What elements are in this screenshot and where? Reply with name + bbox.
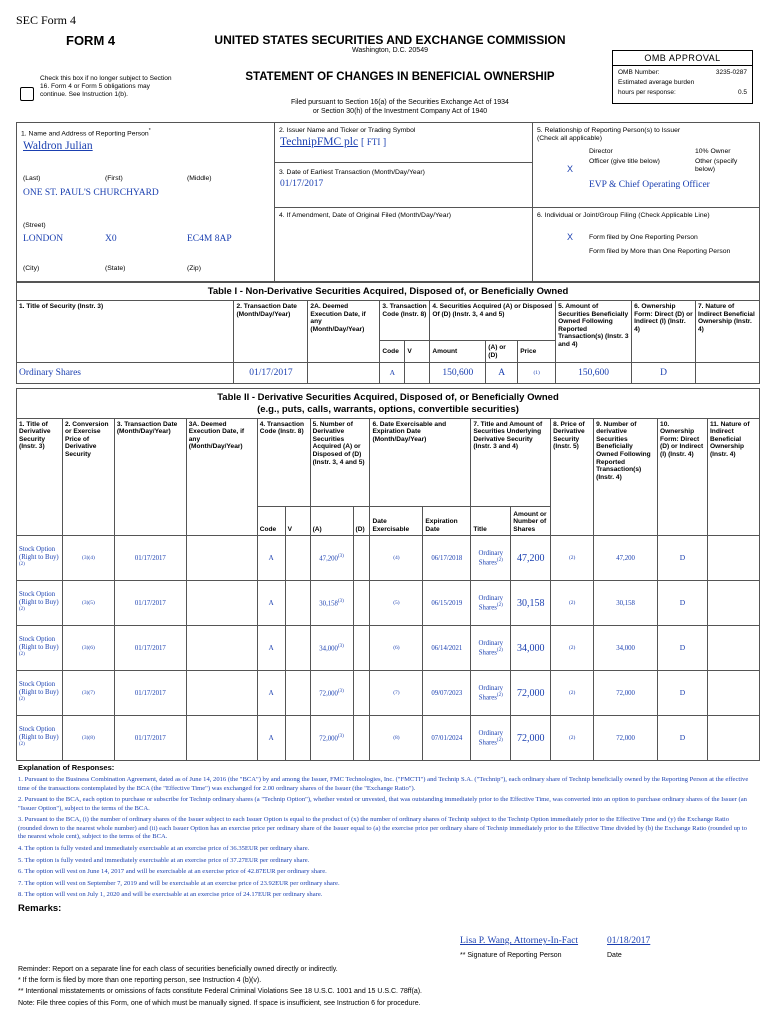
t2-title-text: Stock Option (Right to Buy) (19, 636, 59, 651)
t2-derivative-price (551, 671, 594, 716)
t1-h-form: 6. Ownership Form: Direct (D) or Indirect (I) (Instr. 4) (632, 301, 696, 363)
t2-und-text: Ordinary Shares (478, 550, 504, 567)
footnote-3: 3. Pursuant to the BCA, (i) the number of ordinary shares of the Issuer subject to each Issuer Option is equal to the product of (x) the number of ordinary shares of Technip subject to the Technip Option immediately prior to the Effective Time and (y) the Exchange Ratio (rounded down to the nearest whole number) and (ii) each Issuer Option has an exercise price per ordinary share of the Issuer equal to (a) the exercise price per ordinary share of Technip immediately prior to the Effective Time divided by (b) the Exchange Ratio (rounded up to the nearest whole cent), subject to the terms of the BCA. (18, 816, 747, 841)
t2-dprice-text: (2) (568, 600, 576, 607)
footnote-6: 6. The option will vest on June 14, 2017 and will be exercisable at an exercise price of 42.87EUR per ordinary share. (18, 868, 327, 876)
t2-transaction-date (114, 536, 186, 581)
t2-h-nature: 11. Nature of Indirect Beneficial Ownership (Instr. 4) (707, 418, 759, 536)
t2-date-text: 01/17/2017 (134, 599, 166, 607)
t2-disposed (353, 536, 370, 581)
t2-und-note: (2) (496, 692, 503, 698)
t2-owned (594, 581, 658, 626)
t2-security-title (17, 536, 63, 581)
t1-h-owned: 5. Amount of Securities Beneficially Owned Following Reported Transaction(s) (Instr. 3 and 4) (556, 301, 632, 363)
t2-owned (594, 671, 658, 716)
table2-section (16, 388, 760, 761)
zip-value: EC4M 8AP (187, 234, 232, 244)
first-label: (First) (105, 175, 123, 182)
t2-security-title (17, 626, 63, 671)
table2-subtitle: (e.g., puts, calls, warrants, options, convertible securities) (257, 403, 519, 415)
t2-exp-text: 06/15/2019 (431, 599, 463, 607)
footer (18, 964, 754, 1009)
footer-multiple-persons: * If the form is filed by more than one reporting person, see Instruction 4 (b)(v). (18, 977, 262, 985)
t2-title-text: Stock Option (Right to Buy) (19, 726, 59, 741)
omb-approval-box (612, 50, 753, 104)
t2-ownership-form (658, 536, 708, 581)
address-value: ONE ST. PAUL'S CHURCHYARD (23, 188, 159, 198)
form-label: FORM 4 (66, 33, 116, 48)
explanation-title: Explanation of Responses: (18, 763, 115, 772)
t2-ownership-form (658, 581, 708, 626)
t2-security-title (17, 581, 63, 626)
t2-h-code-sub: Code (257, 506, 285, 536)
t2-date-exercisable (370, 626, 423, 671)
footnote-8: 8. The option will vest on July 1, 2020 and will be exercisable at an exercise price of 24.17EUR per ordinary share. (18, 891, 323, 899)
t2-conversion-price (62, 716, 114, 761)
t2-security-title (17, 671, 63, 716)
t2-h-price: 2. Conversion or Exercise Price of Derivative Security (62, 418, 114, 536)
t2-underlying-title (471, 626, 511, 671)
t2-disposed (353, 626, 370, 671)
t2-exp-text: 06/14/2021 (431, 644, 463, 652)
box1-label: 1. Name and Address of Reporting Person (21, 130, 149, 138)
t2-transaction-date (114, 671, 186, 716)
t2-code-text: A (268, 734, 274, 743)
t2-price-text: (3)(7) (81, 690, 95, 697)
t1-nature (695, 363, 759, 384)
t2-dprice-text: (2) (568, 690, 576, 697)
t1-h-acquired: 4. Securities Acquired (A) or Disposed Of (D) (Instr. 3, 4 and 5) (430, 301, 556, 341)
city-value: LONDON (23, 234, 64, 244)
t2-und-text: Ordinary Shares (478, 640, 504, 657)
t2-expiration (423, 671, 471, 716)
t1-code: A (380, 363, 405, 384)
t2-exp-text: 06/17/2018 (431, 554, 463, 562)
street-label: (Street) (23, 222, 46, 229)
t2-disposed (353, 671, 370, 716)
t2-h-amount-sub: Amount or Number of Shares (511, 506, 551, 536)
t1-h-code: 3. Transaction Code (Instr. 8) (380, 301, 430, 341)
omb-hours-label: hours per response: (618, 89, 676, 97)
director-label: Director (589, 148, 613, 155)
table2-title: Table II - Derivative Securities Acquired, Disposed of, or Beneficially Owned (217, 392, 559, 403)
t2-num-note: (3) (337, 688, 344, 694)
t2-underlying-amount (511, 716, 551, 761)
t1-h-nature: 7. Nature of Indirect Beneficial Ownership (Instr. 4) (695, 301, 759, 363)
date-label: Date (607, 952, 622, 959)
t2-conversion-price (62, 536, 114, 581)
t2-code (257, 716, 285, 761)
t2-ex-text: (7) (393, 690, 400, 697)
t2-underlying-title (471, 671, 511, 716)
t2-price-text: (3)(5) (81, 600, 95, 607)
box3-label: 3. Date of Earliest Transaction (Month/Day/Year) (279, 169, 425, 176)
t2-owned-text: 47,200 (616, 554, 635, 562)
t2-date-exercisable (370, 536, 423, 581)
footnote-2: 2. Pursuant to the BCA, each option to purchase or subscribe for Technip ordinary shares (a "Technip Option"), whether vested or unvested, that was outstanding immediately prior to the Effective Time, was converted into an option to purchase ordinary shares of the Issuer (an "Issuer Option"), subject to the terms of the BCA. (18, 796, 747, 812)
statement-title: STATEMENT OF CHANGES IN BENEFICIAL OWNERSHIP (245, 71, 555, 83)
explanation-section (18, 763, 754, 914)
t2-h-deemed: 3A. Deemed Execution Date, if any (Month/Day/Year) (186, 418, 257, 536)
t2-v (285, 626, 310, 671)
t2-amt-text: 72,000 (516, 732, 545, 744)
omb-title: OMB APPROVAL (613, 51, 752, 66)
t2-title-text: Stock Option (Right to Buy) (19, 591, 59, 606)
footer-copies-note: Note: File three copies of this Form, one of which must be manually signed. If space is insufficient, see Instruction 6 for procedure. (18, 999, 421, 1007)
t2-und-text: Ordinary Shares (478, 685, 504, 702)
box1-reporting-person (17, 123, 275, 281)
t2-h-d-sub: (D) (353, 506, 370, 536)
t2-num-text: 72,000 (319, 735, 338, 743)
box6-filing-type (533, 208, 759, 281)
box6-label: 6. Individual or Joint/Group Filing (Check Applicable Line) (537, 212, 710, 219)
t2-code (257, 626, 285, 671)
t2-underlying-amount (511, 671, 551, 716)
t2-acquired (310, 626, 353, 671)
t2-h-a-sub: (A) (310, 506, 353, 536)
t2-date-text: 01/17/2017 (134, 554, 166, 562)
t2-num-text: 72,000 (319, 690, 338, 698)
t2-und-note: (2) (496, 647, 503, 653)
t2-derivative-price (551, 536, 594, 581)
t2-v (285, 671, 310, 716)
t2-num-note: (3) (337, 598, 344, 604)
footer-misstatements: ** Intentional misstatements or omissions of facts constitute Federal Criminal Violations See 18 U.S.C. 1001 and 15 U.S.C. 78ff(a). (18, 988, 422, 996)
t2-date-exercisable (370, 671, 423, 716)
t1-aod: A (486, 363, 518, 384)
t2-ex-text: (8) (393, 735, 400, 742)
t2-h-dateex-sub: Date Exercisable (370, 506, 423, 536)
t2-h-date: 3. Transaction Date (Month/Day/Year) (114, 418, 186, 536)
t2-nature (707, 716, 759, 761)
other-label: Other (specify below) (695, 158, 738, 174)
t2-num-text: 30,158 (319, 600, 338, 608)
omb-number: 3235-0287 (715, 69, 747, 76)
table-row (17, 716, 760, 761)
t2-und-text: Ordinary Shares (478, 730, 504, 747)
t2-owned (594, 716, 658, 761)
t2-expiration (423, 536, 471, 581)
zip-label: (Zip) (187, 265, 201, 272)
last-label: (Last) (23, 175, 41, 182)
box2-issuer (275, 123, 533, 163)
t2-nature (707, 671, 759, 716)
t2-form-text: D (679, 553, 686, 563)
remarks-title: Remarks: (18, 902, 62, 914)
box4-amendment (275, 208, 533, 281)
t2-deemed-date (186, 626, 257, 671)
t2-num-text: 34,000 (319, 645, 338, 653)
signature-date: 01/18/2017 (607, 936, 651, 946)
t2-dprice-text: (2) (568, 735, 576, 742)
t2-acquired (310, 536, 353, 581)
t2-ownership-form (658, 716, 708, 761)
t2-h-v-sub: V (285, 506, 310, 536)
t2-acquired (310, 671, 353, 716)
t2-code-text: A (268, 599, 274, 608)
t2-date-text: 01/17/2017 (134, 734, 166, 742)
t2-expiration (423, 716, 471, 761)
reporting-info-section (16, 122, 760, 282)
t2-underlying-amount (511, 581, 551, 626)
issuer-name-link[interactable]: TechnipFMC plc (280, 136, 359, 148)
t2-v (285, 716, 310, 761)
t2-exp-text: 09/07/2023 (431, 689, 463, 697)
table1-section (16, 282, 760, 384)
t2-code-text: A (268, 644, 274, 653)
state-label: (State) (105, 265, 126, 272)
t2-conversion-price (62, 626, 114, 671)
reporting-person-name[interactable]: Waldron Julian (23, 140, 93, 152)
t1-h-deemed: 2A. Deemed Execution Date, if any (Month/Day/Year) (308, 301, 380, 363)
t1-owned: 150,600 (556, 363, 632, 384)
officer-title: EVP & Chief Operating Officer (589, 180, 710, 190)
t2-derivative-price (551, 626, 594, 671)
t2-amt-text: 30,158 (516, 597, 545, 609)
table-row (17, 363, 760, 384)
t2-owned-text: 72,000 (616, 734, 635, 742)
t2-h-exp-sub: Expiration Date (423, 506, 471, 536)
t2-deemed-date (186, 716, 257, 761)
omb-number-label: OMB Number: (618, 69, 660, 76)
officer-checkmark: X (567, 164, 574, 174)
table1-title: Table I - Non-Derivative Securities Acquired, Disposed of, or Beneficially Owned (16, 282, 760, 300)
t2-code-text: A (268, 554, 274, 563)
t2-underlying-amount (511, 626, 551, 671)
t2-h-exercisable: 6. Date Exercisable and Expiration Date (Month/Day/Year) (370, 418, 471, 506)
t2-derivative-price (551, 716, 594, 761)
t2-dprice-text: (2) (568, 645, 576, 652)
section16-text: Check this box if no longer subject to Section 16. Form 4 or Form 5 obligations may continue. See Instruction 1(b). (40, 75, 172, 98)
t2-deemed-date (186, 581, 257, 626)
box2-label: 2. Issuer Name and Ticker or Trading Symbol (279, 127, 416, 134)
section16-checkbox[interactable] (20, 87, 34, 101)
t1-h-aod-sub: (A) or (D) (486, 341, 518, 363)
t2-h-code: 4. Transaction Code (Instr. 8) (257, 418, 310, 506)
footnote-1: 1. Pursuant to the Business Combination Agreement, dated as of June 14, 2016 (the "BCA") by and among the Issuer, FMC Technologies, Inc. ("FMCTI") and Technip S.A. ("Technip"), each ordinary share of Technip beneficially owned by the Reporting Person at the effective time of the transactions contemplated by the BCA (the "Effective Time") was exchanged for 2.00 ordinary shares of the Issuer (the "Exchange Ratio"). (18, 776, 749, 792)
t1-h-price-sub: Price (518, 341, 556, 363)
filed-line2: or Section 30(h) of the Investment Company Act of 1940 (312, 108, 488, 115)
t1-h-amount-sub: Amount (430, 341, 486, 363)
t2-code (257, 671, 285, 716)
t2-disposed (353, 716, 370, 761)
box4-label: 4. If Amendment, Date of Original Filed (Month/Day/Year) (279, 212, 452, 219)
t2-h-underlying: 7. Title and Amount of Securities Underlying Derivative Security (Instr. 3 and 4) (471, 418, 551, 506)
ticker-symbol: FTI (366, 137, 381, 147)
t2-form-text: D (679, 688, 686, 698)
t2-und-text: Ordinary Shares (478, 595, 504, 612)
t1-deemed-date (308, 363, 380, 384)
t2-h-dprice: 8. Price of Derivative Security (Instr. 5) (551, 418, 594, 536)
t2-conversion-price (62, 581, 114, 626)
t1-ownership-form: D (632, 363, 696, 384)
t2-transaction-date (114, 716, 186, 761)
t2-amt-text: 72,000 (516, 687, 545, 699)
t2-form-text: D (679, 598, 686, 608)
box3-earliest-date (275, 163, 533, 208)
t2-nature (707, 626, 759, 671)
t2-underlying-amount (511, 536, 551, 581)
t2-code (257, 536, 285, 581)
t2-ex-text: (4) (393, 555, 400, 562)
t2-deemed-date (186, 671, 257, 716)
t2-title-note: (2) (19, 561, 25, 567)
commission-title: UNITED STATES SECURITIES AND EXCHANGE COMMISSION (214, 33, 566, 47)
t2-title-note: (2) (19, 696, 25, 702)
t2-price-text: (3)(8) (81, 735, 95, 742)
omb-hours: 0.5 (737, 89, 747, 97)
t2-title-note: (2) (19, 651, 25, 657)
t2-date-exercisable (370, 716, 423, 761)
sec-form-label: SEC Form 4 (16, 13, 77, 27)
t2-owned-text: 30,158 (616, 599, 635, 607)
t2-ex-text: (5) (393, 600, 400, 607)
footnote-4: 4. The option is fully vested and immediately exercisable at an exercise price of 36.35EUR per ordinary share. (18, 844, 310, 852)
t2-code (257, 581, 285, 626)
state-value: X0 (105, 234, 117, 244)
t1-h-v-sub: V (405, 341, 430, 363)
earliest-date-value: 01/17/2017 (280, 179, 324, 189)
t2-v (285, 536, 310, 581)
table1 (16, 300, 760, 384)
t2-ex-text: (6) (393, 645, 400, 652)
t2-form-text: D (679, 643, 686, 653)
t2-expiration (423, 626, 471, 671)
t2-exp-text: 07/01/2024 (431, 734, 463, 742)
t2-title-text: Stock Option (Right to Buy) (19, 546, 59, 561)
t2-acquired (310, 581, 353, 626)
t2-h-title: 1. Title of Derivative Security (Instr. 3) (17, 418, 63, 536)
t2-code-text: A (268, 689, 274, 698)
middle-label: (Middle) (187, 175, 212, 182)
t2-conversion-price (62, 671, 114, 716)
t2-nature (707, 581, 759, 626)
t2-num-text: 47,200 (319, 555, 338, 563)
t2-dprice-text: (2) (568, 555, 576, 562)
filed-line1: Filed pursuant to Section 16(a) of the Securities Exchange Act of 1934 (291, 99, 509, 106)
t2-title-note: (2) (19, 741, 25, 747)
t1-price: (1) (518, 363, 556, 384)
ticker-open: [ (360, 137, 367, 148)
t2-h-number: 5. Number of Derivative Securities Acquired (A) or Disposed of (D) (Instr. 3, 4 and 5) (310, 418, 370, 506)
t2-ownership-form (658, 671, 708, 716)
t2-underlying-title (471, 536, 511, 581)
t2-und-note: (2) (496, 557, 503, 563)
ticker-close: ] (380, 137, 387, 148)
table-row (17, 626, 760, 671)
t2-date-text: 01/17/2017 (134, 644, 166, 652)
t2-disposed (353, 581, 370, 626)
t2-date-exercisable (370, 581, 423, 626)
officer-label: Officer (give title below) (589, 158, 660, 165)
table-row (17, 581, 760, 626)
t2-v (285, 581, 310, 626)
t2-date-text: 01/17/2017 (134, 689, 166, 697)
t1-h-date: 2. Transaction Date (Month/Day/Year) (234, 301, 308, 363)
table2 (16, 418, 760, 762)
t2-title-text: Stock Option (Right to Buy) (19, 681, 59, 696)
signature-name: Lisa P. Wang, Attorney-In-Fact (460, 936, 579, 946)
t2-underlying-title (471, 581, 511, 626)
omb-burden-label: Estimated average burden (618, 79, 695, 87)
t2-ownership-form (658, 626, 708, 671)
t2-derivative-price (551, 581, 594, 626)
t2-transaction-date (114, 626, 186, 671)
one-person-checkmark: X (567, 232, 574, 242)
t2-security-title (17, 716, 63, 761)
t2-num-note: (3) (337, 733, 344, 739)
t2-price-text: (3)(4) (81, 555, 95, 562)
t2-deemed-date (186, 536, 257, 581)
table-row (17, 671, 760, 716)
table-row (17, 536, 760, 581)
t1-transaction-date: 01/17/2017 (234, 363, 308, 384)
t2-h-form: 10. Ownership Form: Direct (D) or Indirect (I) (Instr. 4) (658, 418, 708, 536)
t2-num-note: (3) (337, 553, 344, 559)
box5-sub: (Check all applicable) (537, 135, 602, 143)
t1-security-title: Ordinary Shares (17, 363, 234, 384)
one-person-label: Form filed by One Reporting Person (589, 234, 698, 241)
commission-location: Washington, D.C. 20549 (351, 47, 428, 54)
t2-amt-text: 47,200 (516, 552, 545, 564)
box5-label: 5. Relationship of Reporting Person(s) to Issuer (537, 127, 681, 134)
more-person-label: Form filed by More than One Reporting Person (589, 248, 731, 255)
t2-und-note: (2) (496, 602, 503, 608)
t2-amt-text: 34,000 (516, 642, 545, 654)
t2-nature (707, 536, 759, 581)
t1-h-title: 1. Title of Security (Instr. 3) (17, 301, 234, 363)
footnote-5: 5. The option is fully vested and immediately exercisable at an exercise price of 37.27EUR per ordinary share. (18, 856, 310, 864)
box1-label-mark: * (148, 128, 151, 134)
t2-owned-text: 72,000 (616, 689, 635, 697)
t2-h-title-sub: Title (471, 506, 511, 536)
t2-title-note: (2) (19, 606, 25, 612)
footnote-7: 7. The option will vest on September 7, 2019 and will be exercisable at an exercise price of 23.92EUR per ordinary share. (18, 879, 340, 887)
t2-transaction-date (114, 581, 186, 626)
t1-amount: 150,600 (430, 363, 486, 384)
box5-relationship (533, 123, 759, 208)
t2-owned (594, 626, 658, 671)
t2-owned-text: 34,000 (616, 644, 635, 652)
ten-percent-owner-label: 10% Owner (695, 148, 731, 155)
t2-form-text: D (679, 733, 686, 743)
t2-underlying-title (471, 716, 511, 761)
t2-expiration (423, 581, 471, 626)
t2-owned (594, 536, 658, 581)
t1-v (405, 363, 430, 384)
t2-acquired (310, 716, 353, 761)
t1-h-code-sub: Code (380, 341, 405, 363)
t2-und-note: (2) (496, 737, 503, 743)
t2-h-owned: 9. Number of derivative Securities Beneficially Owned Following Reported Transaction(s) (Instr. 4) (594, 418, 658, 536)
city-label: (City) (23, 265, 40, 272)
t2-num-note: (3) (337, 643, 344, 649)
signature-label: ** Signature of Reporting Person (460, 952, 562, 959)
t2-price-text: (3)(6) (81, 645, 95, 652)
footer-reminder: Reminder: Report on a separate line for each class of securities beneficially owned directly or indirectly. (18, 966, 338, 973)
